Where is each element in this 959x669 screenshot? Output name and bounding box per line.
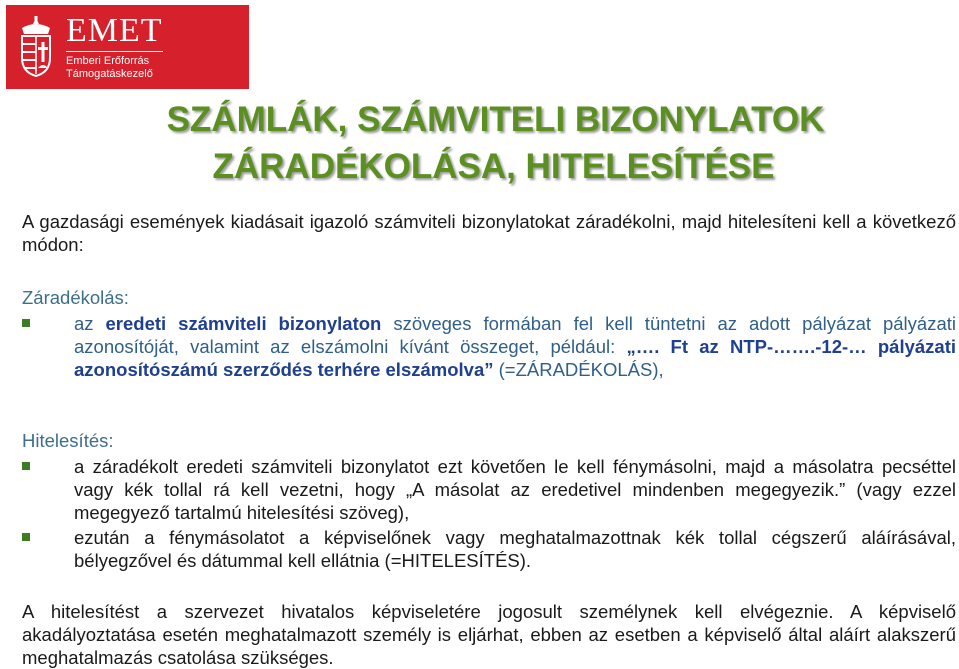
square-bullet-icon <box>22 533 30 541</box>
zaradekolas-text-1: az <box>74 313 106 334</box>
hitelesites-heading: Hitelesítés: <box>22 430 114 451</box>
zaradekolas-text-3: (=ZÁRADÉKOLÁS), <box>493 359 664 380</box>
hitelesites-item-signature: ezután a fénymásolatot a képviselőnek vagy meghatalmazottnak kék tollal cégszerű aláírásával, bélyegzővel és dátummal kell ellátnia (=HITELESÍTÉS). <box>74 527 956 571</box>
page-title-line2: ZÁRADÉKOLÁSA, HITELESÍTÉSE <box>212 147 775 186</box>
zaradekolas-text-2: szöveges formában fel kell tüntetni az adott pályázat pályázati azonosítóját, valamint az elszámolni kívánt összeget, például: <box>74 313 956 357</box>
zaradekolas-example-text: „…. Ft az NTP-…….-12-… pályázati azonosítószámú szerződés terhére elszámolva” <box>74 336 956 380</box>
hitelesites-item-copy <box>74 455 956 524</box>
square-bullet-icon <box>22 462 30 470</box>
hitelesites-text-1: a záradékolt eredeti számviteli bizonylatot ezt követően le kell fénymásolni, majd a másolatra pecséttel vagy kék tollal rá kell vezetni, hogy <box>74 456 956 500</box>
logo-name: EMET <box>66 14 163 52</box>
emet-logo <box>6 5 249 89</box>
zaradekolas-heading: Záradékolás: <box>22 287 129 308</box>
closing-paragraph: A hitelesítést a szervezet hivatalos képviseletére jogosult személynek kell elvégeznie. A képviselő akadályoztatása esetén meghatalmazott személy is eljárhat, ebben az esetben a képviselő által aláírt alakszerű meghatalmazás csatolása szükséges. <box>22 601 956 668</box>
logo-text <box>66 11 163 81</box>
hitelesites-quote: „A másolat az eredetivel mindenben megegyezik.” <box>405 479 846 500</box>
zaradekolas-emphasis-document: eredeti számviteli bizonylaton <box>105 313 382 334</box>
hitelesites-text-2: (vagy ezzel megegyező tartalmú hitelesítési szöveg), <box>74 479 956 523</box>
zaradekolas-item <box>74 312 956 381</box>
hungarian-crest-icon <box>16 16 56 78</box>
page-title-line1: SZÁMLÁK, SZÁMVITELI BIZONYLATOK <box>166 100 825 139</box>
logo-sub-line1: Emberi Erőforrás <box>66 54 150 67</box>
square-bullet-icon <box>22 319 30 327</box>
intro-paragraph: A gazdasági események kiadásait igazoló számviteli bizonylatokat záradékolni, majd hitelesíteni kell a következő módon: <box>22 211 956 255</box>
logo-sub-line2: Támogatáskezelő <box>66 67 153 80</box>
